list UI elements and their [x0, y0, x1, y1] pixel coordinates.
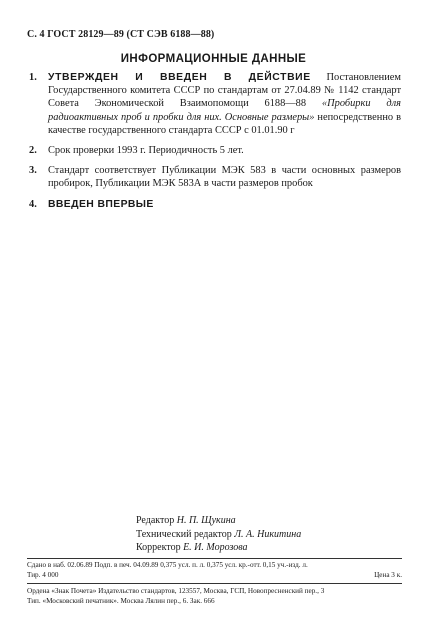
item-text: [48, 71, 401, 137]
imprint-circulation: Тир. 4 000: [27, 570, 59, 579]
publisher-line: Ордена «Знак Почета» Издательство стандартов, 123557, Москва, ГСП, Новопресненский пер., 3: [27, 587, 325, 595]
proofreader-line: [136, 541, 301, 555]
tech-editor-name: Л. А. Никитина: [234, 528, 302, 540]
list-item: [29, 164, 401, 190]
item-number: 4.: [29, 198, 37, 210]
item-text: Срок проверки 1993 г. Периодичность 5 лет.: [48, 145, 244, 157]
editor-role: Редактор: [136, 515, 175, 526]
tech-editor-role: Технический редактор: [136, 528, 232, 540]
imprint-divider-top: [27, 558, 402, 559]
page-title: ИНФОРМАЦИОННЫЕ ДАННЫЕ: [120, 53, 307, 65]
tech-editor-line: [136, 528, 301, 542]
running-head: С. 4 ГОСТ 28129—89 (СТ СЭВ 6188—88): [27, 29, 215, 40]
printer-line: Тип. «Московский печатник». Москва Лялин пер., 6. Зак. 666: [27, 596, 215, 605]
publisher-footer: [27, 587, 402, 606]
list-item: [29, 71, 401, 137]
proofreader-role: Корректор: [136, 542, 181, 553]
imprint-price: Цена 3 к.: [374, 570, 402, 579]
item-number: 3.: [29, 165, 37, 177]
item-text: ВВЕДЕН ВПЕРВЫЕ: [48, 198, 154, 210]
item-lead: УТВЕРЖДЕН И ВВЕДЕН В ДЕЙСТВИЕ: [48, 72, 311, 83]
item-number: 1.: [29, 72, 37, 83]
list-item: [29, 144, 401, 157]
editor-line: [136, 514, 301, 528]
info-list: [29, 71, 401, 218]
imprint-line: [27, 571, 402, 581]
item-text: Стандарт соответствует Публикации МЭК 583 в части основных размеров пробирок, Публикации МЭК 583А в части размеров пробок: [48, 165, 401, 190]
imprint-divider-bottom: [27, 583, 402, 584]
proofreader-name: Е. И. Морозова: [183, 542, 248, 553]
editors-block: [136, 514, 301, 555]
imprint-line: [27, 561, 402, 571]
item-body: Постановлением Государственного комитета СССР по стандартам от 27.04.89 № 1142 стандарт Совета Экономической Взаимопомощи 6188—88: [48, 72, 401, 110]
item-quoted-title: «Пробирки для радиоактивных проб и пробки для них. Основные размеры»: [48, 98, 402, 123]
editor-name: Н. П. Щукина: [176, 515, 236, 526]
imprint-block: [27, 561, 402, 580]
item-body-end: непосредственно в качестве государственного стандарта СССР с 01.01.90 г: [48, 111, 401, 136]
item-number: 2.: [29, 145, 37, 157]
imprint-dates: Сдано в наб. 02.06.89 Подп. в печ. 04.09.89 0,375 усл. п. л. 0,375 усл. кр.-отт. 0,15 уч.-изд. л.: [27, 561, 308, 569]
list-item: [29, 198, 401, 211]
